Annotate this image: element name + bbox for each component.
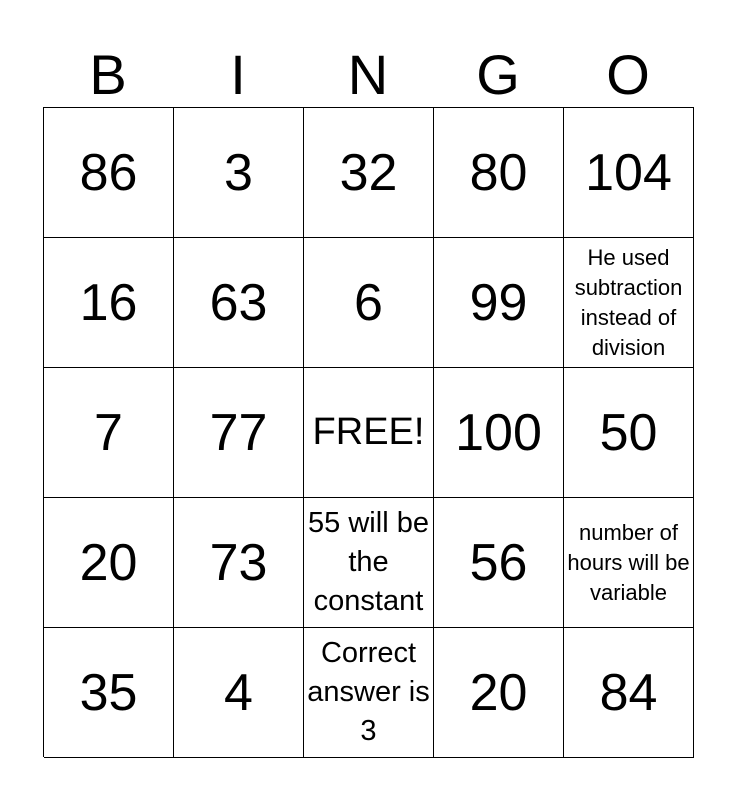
header-letter-g: G [476,43,520,106]
bingo-cell-r2-c3[interactable]: 6 [304,238,434,368]
bingo-cell-r2-c1[interactable]: 16 [44,238,174,368]
bingo-cell-r3-c5[interactable]: 50 [564,368,694,498]
bingo-cell-r4-c1[interactable]: 20 [44,498,174,628]
bingo-board [43,107,694,757]
bingo-cell-r4-c4[interactable]: 56 [434,498,564,628]
bingo-cell-r4-c2[interactable]: 73 [174,498,304,628]
bingo-cell-r2-c4[interactable]: 99 [434,238,564,368]
bingo-free-space[interactable]: FREE! [304,368,434,498]
bingo-cell-r3-c4[interactable]: 100 [434,368,564,498]
bingo-cell-r4-c3[interactable]: 55 will be the constant [304,498,434,628]
bingo-cell-r5-c5[interactable]: 84 [564,628,694,758]
bingo-cell-r5-c2[interactable]: 4 [174,628,304,758]
bingo-cell-r2-c5[interactable]: He used subtraction instead of division [564,238,694,368]
header-letter-o: O [606,43,650,106]
bingo-cell-r1-c3[interactable]: 32 [304,108,434,238]
bingo-cell-r3-c1[interactable]: 7 [44,368,174,498]
bingo-cell-r5-c3[interactable]: Correct answer is 3 [304,628,434,758]
header-letter-b: B [89,43,127,106]
bingo-cell-r2-c2[interactable]: 63 [174,238,304,368]
bingo-cell-r4-c5[interactable]: number of hours will be variable [564,498,694,628]
header-letter-n: N [347,43,389,106]
bingo-cell-r3-c2[interactable]: 77 [174,368,304,498]
bingo-cell-r1-c1[interactable]: 86 [44,108,174,238]
bingo-cell-r5-c1[interactable]: 35 [44,628,174,758]
bingo-cell-r1-c4[interactable]: 80 [434,108,564,238]
bingo-cell-r5-c4[interactable]: 20 [434,628,564,758]
bingo-header [43,42,693,108]
bingo-cell-r1-c5[interactable]: 104 [564,108,694,238]
header-letter-i: I [230,43,246,106]
bingo-cell-r1-c2[interactable]: 3 [174,108,304,238]
